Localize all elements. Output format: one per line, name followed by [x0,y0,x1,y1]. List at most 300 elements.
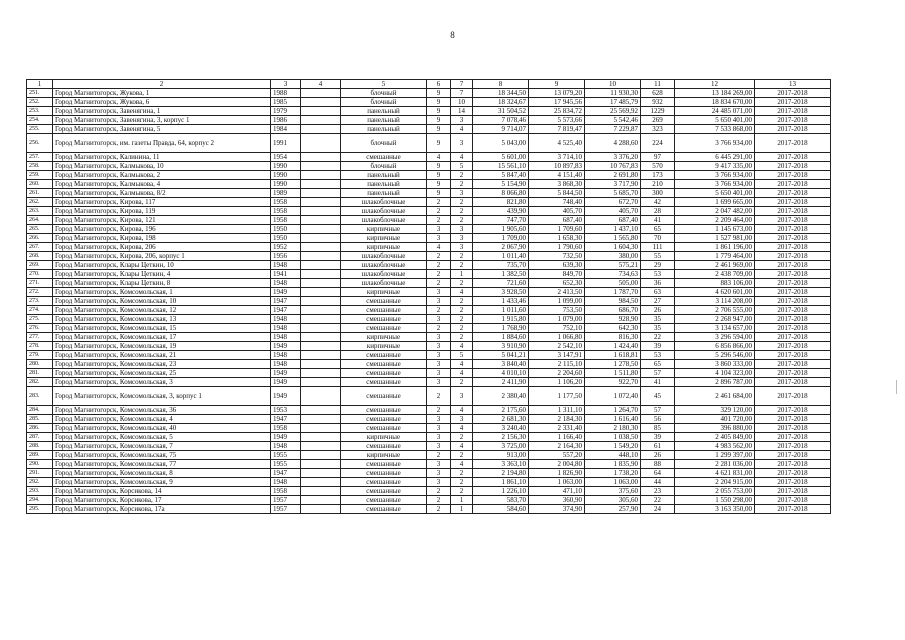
cell-addr: Город Магнитогорск, Кирова, 117 [53,198,271,207]
cell-mat: смешанные [341,306,427,315]
cell-a: 5 601,00 [473,153,529,162]
cell-c: 984,50 [585,297,641,306]
cell-p: 57 [641,406,675,415]
cell-per: 2017-2018 [755,180,831,189]
cell-p: 85 [641,424,675,433]
cell-cost: 1 299 397,00 [675,451,755,460]
cell-addr: Город Магнитогорск, Кирова, 206 [53,243,271,252]
cell-p: 28 [641,207,675,216]
cell-cost: 4 983 562,00 [675,442,755,451]
cell-mat: смешанные [341,424,427,433]
cell-addr: Город Магнитогорск, Комсомольская, 75 [53,451,271,460]
cell-a: 3 240,40 [473,424,529,433]
cell-n: 293. [27,487,53,496]
cell-a: 3 725,00 [473,442,529,451]
cell-c: 1 616,40 [585,415,641,424]
cell-addr: Город Магнитогорск, Комсомольская, 13 [53,315,271,324]
cell-c: 10 767,83 [585,162,641,171]
cell-c: 922,70 [585,378,641,387]
cell-addr: Город Магнитогорск, Завенягина, 1 [53,107,271,116]
table-row [27,342,831,351]
cell-ent: 2 [451,487,473,496]
table-row [27,234,831,243]
table-row [27,171,831,180]
table-row [27,98,831,107]
cell-addr: Город Магнитогорск, Завенягина, 3, корпус 1 [53,116,271,125]
cell-mat: кирпичные [341,234,427,243]
cell-year: 1947 [271,306,301,315]
cell-cost: 6 856 866,00 [675,342,755,351]
cell-mat: смешанные [341,487,427,496]
cell-fl: 4 [427,153,451,162]
cell-per: 2017-2018 [755,360,831,369]
cell-addr: Город Магнитогорск, Кирова, 196 [53,225,271,234]
cell-p: 29 [641,261,675,270]
cell-b: 3 147,91 [529,351,585,360]
cell-per: 2017-2018 [755,505,831,514]
cell-p: 269 [641,116,675,125]
cell-p: 570 [641,162,675,171]
cell-addr: Город Магнитогорск, Клары Цеткин, 8 [53,279,271,288]
cell-fl: 9 [427,116,451,125]
cell-year: 1949 [271,433,301,442]
cell-b: 7 819,47 [529,125,585,134]
cell-addr: Город Магнитогорск, Завенягина, 5 [53,125,271,134]
cell-a: 31 504,52 [473,107,529,116]
cell-a: 583,70 [473,496,529,505]
cell-ent: 3 [451,415,473,424]
cell-a: 747,70 [473,216,529,225]
cell-b: 471,10 [529,487,585,496]
cell-fl: 2 [427,306,451,315]
cell-ent: 7 [451,89,473,98]
cell-b: 4 525,40 [529,134,585,153]
cell-addr: Город Магнитогорск, Корсикова, 14 [53,487,271,496]
table-row [27,369,831,378]
cell-ent: 4 [451,442,473,451]
cell-c4 [301,424,341,433]
cell-c: 257,90 [585,505,641,514]
cell-year: 1988 [271,89,301,98]
cell-addr: Город Магнитогорск, Комсомольская, 12 [53,306,271,315]
cell-p: 1229 [641,107,675,116]
table-row [27,460,831,469]
table-row [27,451,831,460]
cell-per: 2017-2018 [755,469,831,478]
cell-addr: Город Магнитогорск, Кирова, 119 [53,207,271,216]
cell-addr: Город Магнитогорск, Клары Цеткин, 10 [53,261,271,270]
cell-n: 287. [27,433,53,442]
table-row [27,406,831,415]
cell-ent: 2 [451,198,473,207]
cell-ent: 1 [451,496,473,505]
cell-year: 1957 [271,505,301,514]
cell-addr: Город Магнитогорск, Комсомольская, 3, корпус 1 [53,387,271,406]
cell-a: 5 043,00 [473,134,529,153]
cell-cost: 3 296 594,00 [675,333,755,342]
cell-b: 1 099,00 [529,297,585,306]
cell-per: 2017-2018 [755,342,831,351]
cell-c4 [301,478,341,487]
cell-addr: Город Магнитогорск, Жукова, 6 [53,98,271,107]
cell-fl: 9 [427,162,451,171]
cell-b: 2 413,50 [529,288,585,297]
cell-per: 2017-2018 [755,279,831,288]
column-header: 9 [529,80,585,89]
cell-ent: 2 [451,207,473,216]
cell-year: 1941 [271,270,301,279]
cell-per: 2017-2018 [755,460,831,469]
column-header: 12 [675,80,755,89]
cell-fl: 3 [427,360,451,369]
cell-c4 [301,360,341,369]
cell-p: 23 [641,487,675,496]
cell-mat: смешанные [341,415,427,424]
table-row [27,261,831,270]
cell-addr: Город Магнитогорск, Комсомольская, 3 [53,378,271,387]
table-row [27,270,831,279]
cell-cost: 2 268 947,00 [675,315,755,324]
cell-mat: смешанные [341,469,427,478]
column-header: 5 [341,80,427,89]
cell-addr: Город Магнитогорск, Калинина, 11 [53,153,271,162]
table-row [27,433,831,442]
cell-p: 53 [641,351,675,360]
cell-p: 61 [641,442,675,451]
cell-n: 257. [27,153,53,162]
cell-per: 2017-2018 [755,162,831,171]
cell-n: 263. [27,207,53,216]
cell-cost: 883 106,00 [675,279,755,288]
cell-mat: смешанные [341,505,427,514]
cell-a: 2 156,30 [473,433,529,442]
table-row [27,225,831,234]
cell-ent: 3 [451,134,473,153]
cell-c4 [301,279,341,288]
cell-p: 53 [641,270,675,279]
cell-ent: 2 [451,306,473,315]
cell-c4 [301,505,341,514]
cell-p: 41 [641,216,675,225]
cell-b: 3 868,30 [529,180,585,189]
cell-c4 [301,378,341,387]
cell-a: 821,80 [473,198,529,207]
cell-year: 1990 [271,162,301,171]
cell-b: 639,30 [529,261,585,270]
cell-cost: 1 779 464,00 [675,252,755,261]
cell-cost: 24 485 071,00 [675,107,755,116]
cell-per: 2017-2018 [755,216,831,225]
cell-mat: смешанные [341,315,427,324]
cell-p: 35 [641,324,675,333]
cell-mat: смешанные [341,406,427,415]
cell-p: 27 [641,297,675,306]
cell-ent: 1 [451,505,473,514]
cell-fl: 9 [427,180,451,189]
cell-mat: блочный [341,162,427,171]
column-header: 3 [271,80,301,89]
cell-b: 2 184,30 [529,415,585,424]
cell-year: 1949 [271,387,301,406]
cell-per: 2017-2018 [755,424,831,433]
cell-c: 686,70 [585,306,641,315]
cell-n: 279. [27,351,53,360]
cell-n: 291. [27,469,53,478]
cell-mat: смешанные [341,369,427,378]
cell-c4 [301,125,341,134]
cell-per: 2017-2018 [755,89,831,98]
cell-year: 1947 [271,297,301,306]
cell-mat: шлакоблочные [341,270,427,279]
cell-n: 292. [27,478,53,487]
cell-year: 1990 [271,171,301,180]
cell-fl: 9 [427,189,451,198]
cell-c4 [301,234,341,243]
cell-cost: 4 104 323,00 [675,369,755,378]
cell-p: 45 [641,387,675,406]
cell-fl: 2 [427,207,451,216]
cell-n: 268. [27,252,53,261]
cell-fl: 2 [427,261,451,270]
cell-mat: шлакоблочные [341,207,427,216]
cell-ent: 3 [451,387,473,406]
cell-mat: панельный [341,189,427,198]
cell-year: 1957 [271,496,301,505]
cell-ent: 2 [451,180,473,189]
cell-addr: Город Магнитогорск, Комсомольская, 4 [53,415,271,424]
cell-fl: 2 [427,279,451,288]
cell-fl: 3 [427,424,451,433]
cell-year: 1958 [271,207,301,216]
cell-c: 1 549,20 [585,442,641,451]
cell-cost: 5 296 546,00 [675,351,755,360]
cell-a: 1 768,90 [473,324,529,333]
cell-p: 39 [641,342,675,351]
cell-b: 3 714,10 [529,153,585,162]
cell-n: 288. [27,442,53,451]
cell-c: 1 038,50 [585,433,641,442]
table-row [27,198,831,207]
cell-mat: смешанные [341,360,427,369]
cell-c4 [301,315,341,324]
cell-fl: 2 [427,324,451,333]
cell-b: 2 204,60 [529,369,585,378]
cell-addr: Город Магнитогорск, Комсомольская, 5 [53,433,271,442]
cell-mat: смешанные [341,351,427,360]
cell-fl: 3 [427,415,451,424]
cell-b: 2 542,10 [529,342,585,351]
cell-c4 [301,324,341,333]
cell-p: 39 [641,433,675,442]
cell-cost: 401 720,00 [675,415,755,424]
cell-ent: 2 [451,171,473,180]
cell-c4 [301,116,341,125]
cell-addr: Город Магнитогорск, Кирова, 198 [53,234,271,243]
cell-cost: 9 417 335,00 [675,162,755,171]
cell-ent: 2 [451,478,473,487]
cell-per: 2017-2018 [755,171,831,180]
cell-a: 7 078,46 [473,116,529,125]
cell-a: 2 194,80 [473,469,529,478]
cell-cost: 3 163 350,00 [675,505,755,514]
cell-cost: 3 766 934,00 [675,180,755,189]
cell-b: 1 106,20 [529,378,585,387]
cell-p: 88 [641,460,675,469]
cell-c4 [301,387,341,406]
table-row [27,505,831,514]
column-header: 8 [473,80,529,89]
cell-per: 2017-2018 [755,198,831,207]
cell-c: 3 717,90 [585,180,641,189]
cell-mat: блочный [341,89,427,98]
cell-b: 25 834,72 [529,107,585,116]
cell-ent: 2 [451,333,473,342]
cell-n: 251. [27,89,53,98]
cell-a: 2 067,90 [473,243,529,252]
cell-p: 65 [641,225,675,234]
cell-fl: 4 [427,243,451,252]
cell-fl: 3 [427,297,451,306]
column-header: 1 [27,80,53,89]
cell-c: 1 565,80 [585,234,641,243]
cell-per: 2017-2018 [755,288,831,297]
cell-fl: 3 [427,225,451,234]
cell-cost: 3 766 934,00 [675,134,755,153]
cell-c4 [301,496,341,505]
cell-year: 1952 [271,243,301,252]
cell-addr: Город Магнитогорск, Комсомольская, 7 [53,442,271,451]
cell-year: 1953 [271,406,301,415]
cell-b: 1 790,60 [529,243,585,252]
cell-c4 [301,288,341,297]
cell-mat: панельный [341,180,427,189]
cell-c: 11 930,30 [585,89,641,98]
cell-c4 [301,189,341,198]
cell-ent: 2 [451,279,473,288]
cell-c: 1 063,00 [585,478,641,487]
cell-cost: 1 861 196,00 [675,243,755,252]
table-row [27,478,831,487]
cell-c: 17 485,79 [585,98,641,107]
cell-fl: 3 [427,315,451,324]
cell-n: 266. [27,234,53,243]
cell-fl: 2 [427,487,451,496]
cell-ent: 14 [451,107,473,116]
cell-ent: 2 [451,252,473,261]
cell-mat: шлакоблочные [341,261,427,270]
cell-per: 2017-2018 [755,406,831,415]
cell-a: 2 175,60 [473,406,529,415]
table-row [27,116,831,125]
cell-b: 1 066,80 [529,333,585,342]
table-row [27,351,831,360]
cell-cost: 18 834 670,00 [675,98,755,107]
cell-c: 2 691,80 [585,171,641,180]
cell-b: 732,50 [529,252,585,261]
cell-b: 849,70 [529,270,585,279]
table-row [27,442,831,451]
cell-p: 323 [641,125,675,134]
cell-p: 97 [641,153,675,162]
cell-cost: 3 134 657,00 [675,324,755,333]
cell-c: 1 424,40 [585,342,641,351]
cell-b: 1 063,00 [529,478,585,487]
table-row [27,243,831,252]
cell-b: 2 115,10 [529,360,585,369]
cell-n: 294. [27,496,53,505]
column-header: 6 [427,80,451,89]
cell-ent: 2 [451,469,473,478]
cell-b: 2 164,30 [529,442,585,451]
cell-mat: кирпичные [341,288,427,297]
cell-ent: 4 [451,360,473,369]
cell-n: 269. [27,261,53,270]
cell-b: 1 177,50 [529,387,585,406]
cell-c: 5 542,46 [585,116,641,125]
cell-mat: блочный [341,134,427,153]
cell-b: 405,70 [529,207,585,216]
cell-ent: 3 [451,189,473,198]
cell-n: 282. [27,378,53,387]
cell-per: 2017-2018 [755,98,831,107]
cell-ent: 2 [451,433,473,442]
cell-per: 2017-2018 [755,333,831,342]
cell-cost: 5 650 401,00 [675,116,755,125]
cell-c4 [301,342,341,351]
cell-cost: 3 114 208,00 [675,297,755,306]
cell-n: 273. [27,297,53,306]
table-row [27,496,831,505]
cell-fl: 3 [427,460,451,469]
cell-c: 3 376,20 [585,153,641,162]
cell-c: 448,10 [585,451,641,460]
cell-per: 2017-2018 [755,378,831,387]
table-row [27,306,831,315]
cell-ent: 4 [451,125,473,134]
cell-b: 1 709,60 [529,225,585,234]
cell-fl: 9 [427,98,451,107]
cell-ent: 5 [451,351,473,360]
cell-fl: 2 [427,270,451,279]
column-header: 11 [641,80,675,89]
cell-c: 816,30 [585,333,641,342]
cell-addr: Город Магнитогорск, Комсомольская, 25 [53,369,271,378]
cell-b: 10 897,83 [529,162,585,171]
cell-n: 259. [27,171,53,180]
cell-per: 2017-2018 [755,351,831,360]
cell-p: 35 [641,315,675,324]
cell-b: 4 151,40 [529,171,585,180]
cell-c: 4 288,60 [585,134,641,153]
scan-edge-mark [896,380,897,394]
cell-a: 3 910,90 [473,342,529,351]
cell-b: 2 004,80 [529,460,585,469]
cell-a: 1 884,60 [473,333,529,342]
cell-year: 1947 [271,415,301,424]
cell-mat: смешанные [341,442,427,451]
cell-fl: 2 [427,451,451,460]
cell-c: 380,00 [585,252,641,261]
cell-c4 [301,351,341,360]
cell-mat: смешанные [341,460,427,469]
cell-p: 210 [641,180,675,189]
cell-per: 2017-2018 [755,153,831,162]
table-row [27,324,831,333]
cell-n: 285. [27,415,53,424]
cell-addr: Город Магнитогорск, Комсомольская, 21 [53,351,271,360]
table-row [27,125,831,134]
cell-n: 284. [27,406,53,415]
